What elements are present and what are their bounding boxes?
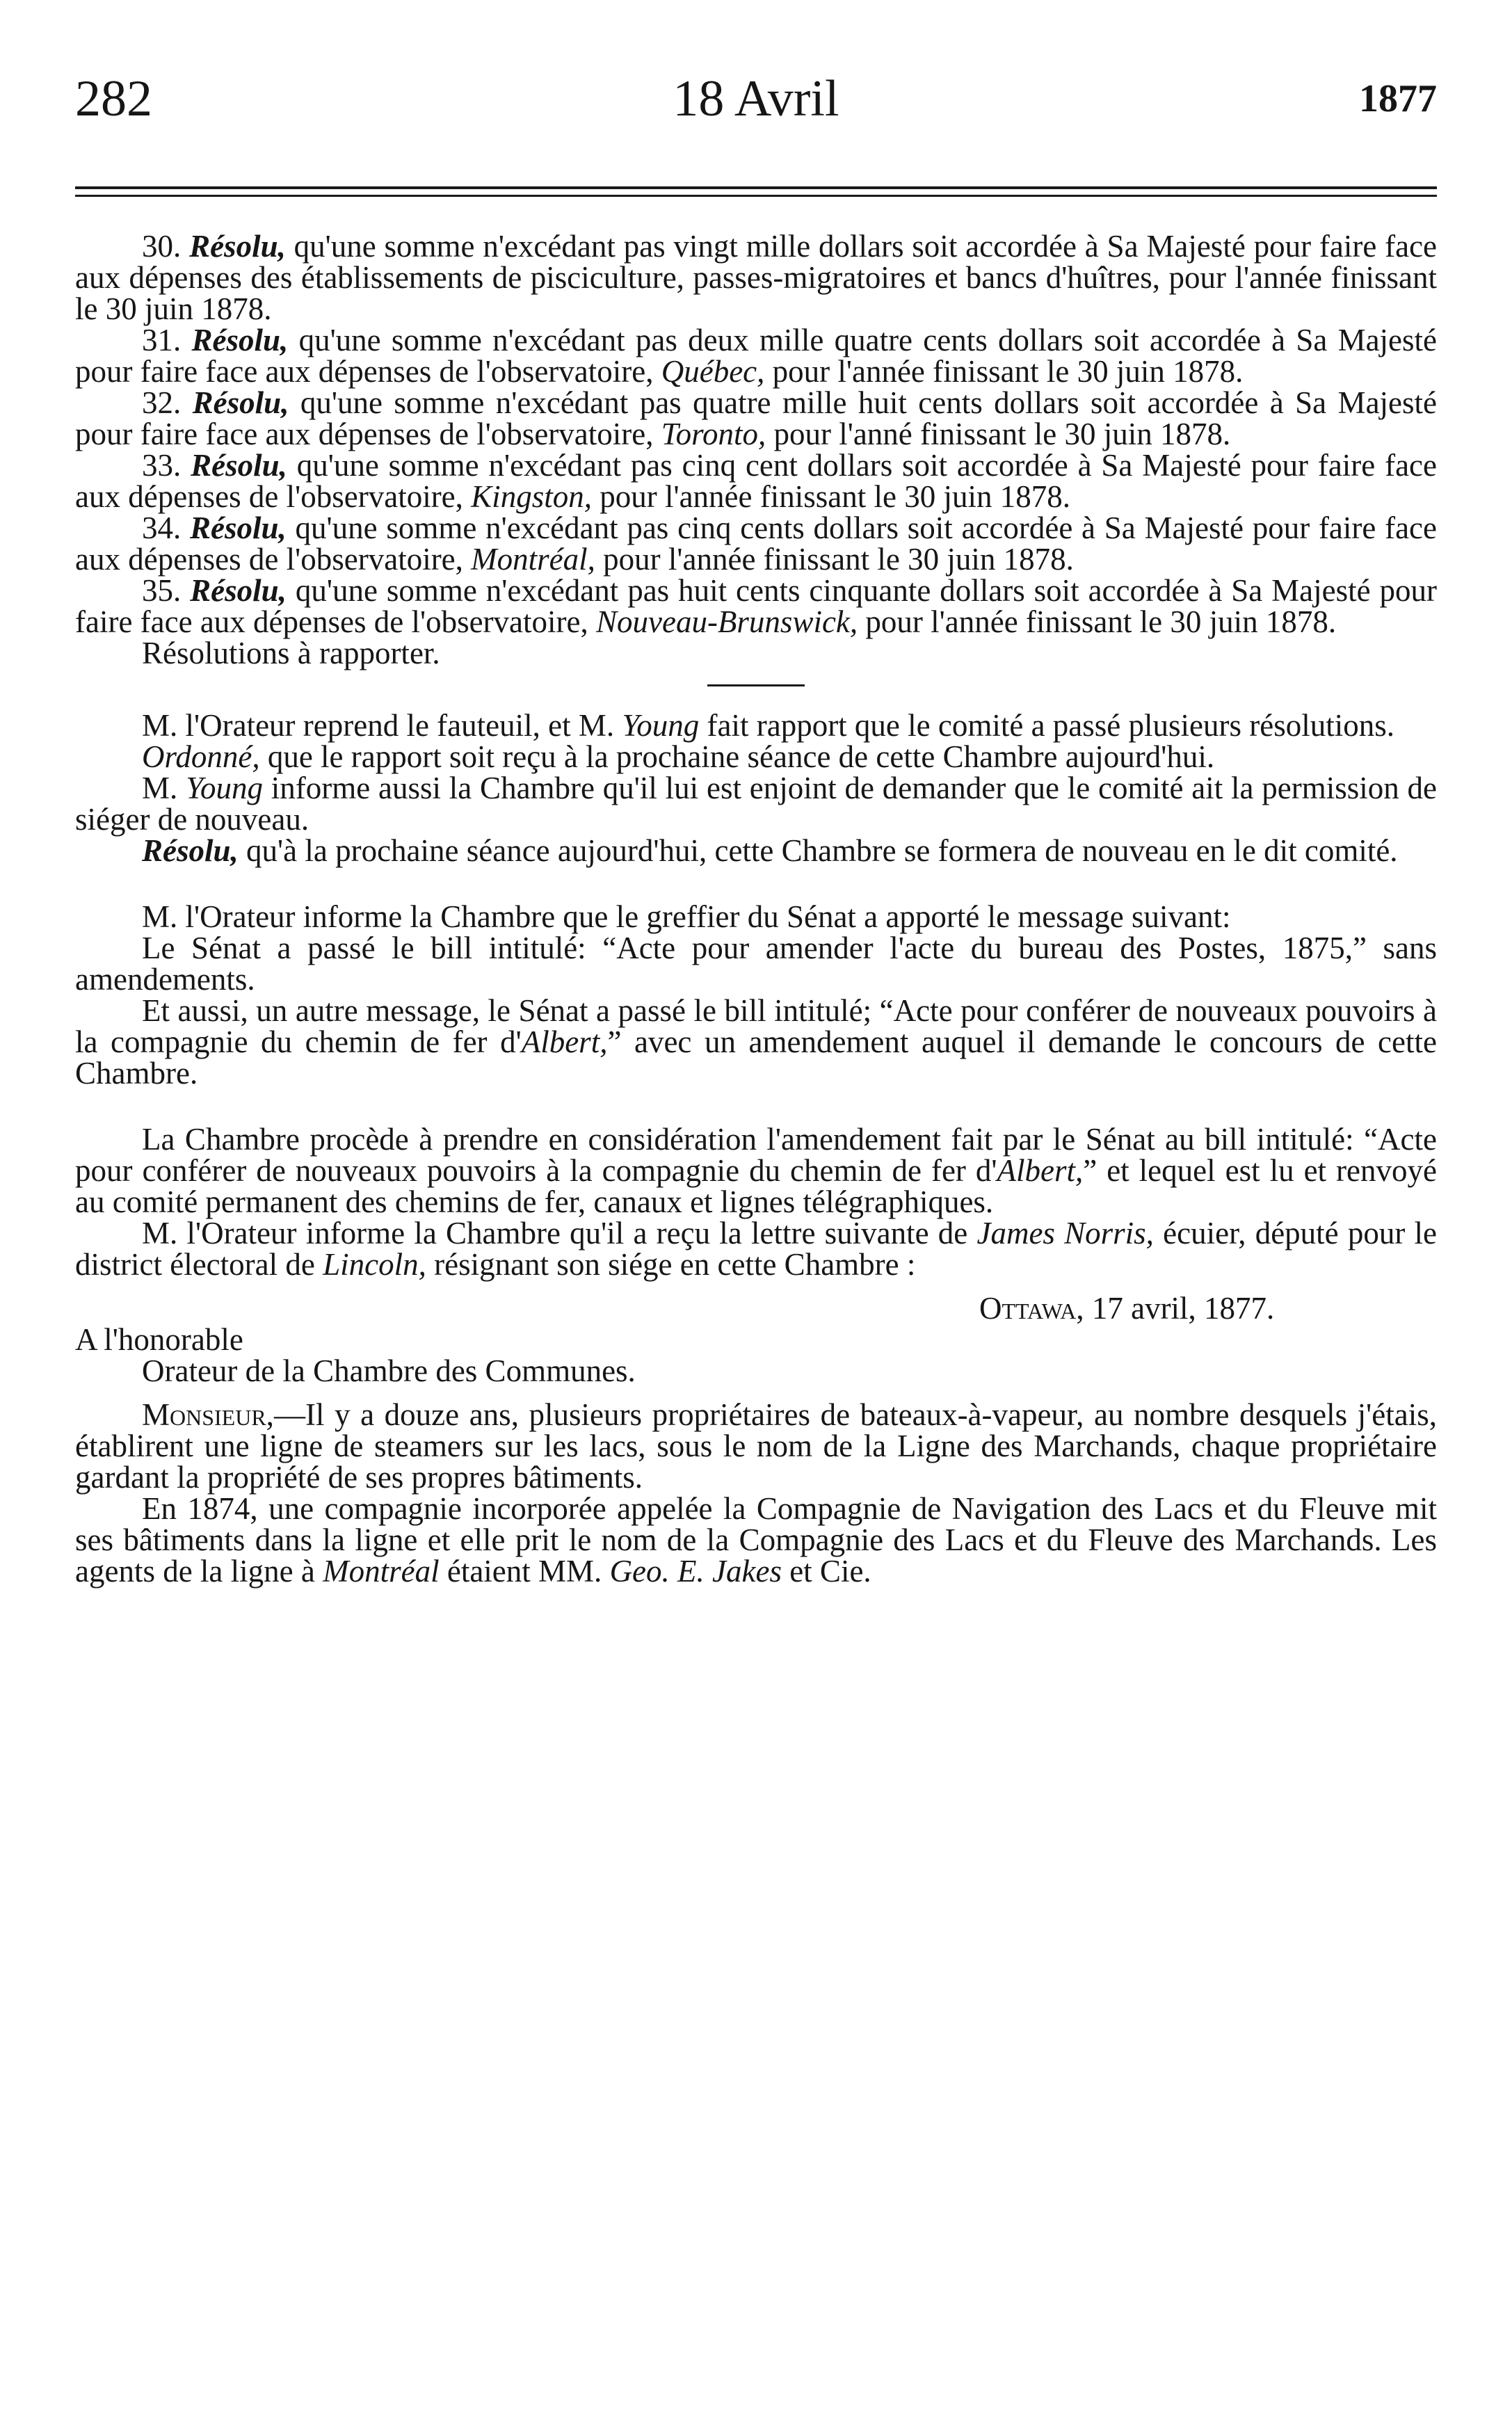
resolutions-report: Résolutions à rapporter. <box>142 636 440 670</box>
section-divider <box>707 684 805 686</box>
page-year: 1877 <box>1359 77 1437 120</box>
letter-address-1: A l'honorable <box>75 1322 243 1357</box>
resignation-letter-intro: M. l'Orateur informe la Chambre qu'il a reçu la lettre suivante de James Norris, écuier, député pour le district électoral de Lincoln, résignant son siége en cette Chambre : <box>75 1216 1438 1282</box>
resolution-35: 35. Résolu, qu'une somme n'excédant pas huit cents cinquante dollars soit accordée à Sa Majesté pour faire face aux dépenses de l'observatoire, Nouveau-Brunswick, pour l'année finissant le 30 juin 1878. <box>75 573 1438 639</box>
committee-permission: M. Young informe aussi la Chambre qu'il lui est enjoint de demander que le comité ait la permission de siéger de nouveau. <box>75 771 1438 837</box>
amendment-consideration: La Chambre procède à prendre en considération l'amendement fait par le Sénat au bill intitulé: “Acte pour conférer de nouveaux pouvoirs à la compagnie du chemin de fer d'Albert,” et lequel est lu et renvoyé au comité permanent des chemins de fer, canaux et lignes télégraphiques. <box>75 1122 1437 1219</box>
letter-date: Ottawa, 17 avril, 1877. <box>979 1291 1275 1326</box>
letter-paragraph-2: En 1874, une compagnie incorporée appelée la Compagnie de Navigation des Lacs et du Fleuve mit ses bâtiments dans la ligne et elle prit le nom de la Compagnie des Lacs et du Fleuve des Marchands. Les agents de la ligne à Montréal étaient MM. Geo. E. Jakes et Cie. <box>75 1491 1437 1589</box>
committee-order: Ordonné, que le rapport soit reçu à la prochaine séance de cette Chambre aujourd'hui. <box>142 739 1215 774</box>
header-rule-2 <box>75 195 1437 197</box>
letter-address-2: Orateur de la Chambre des Communes. <box>142 1353 636 1388</box>
committee-report: M. l'Orateur reprend le fauteuil, et M. Young fait rapport que le comité a passé plusieurs résolutions. <box>142 708 1394 743</box>
spacer <box>75 867 1437 901</box>
senate-message: M. l'Orateur informe la Chambre que le greffier du Sénat a apporté le message suivant: <box>142 899 1231 934</box>
page-header <box>75 70 1437 146</box>
resolution-34: 34. Résolu, qu'une somme n'excédant pas cinq cents dollars soit accordée à Sa Majesté pour faire face aux dépenses de l'observatoire, Montréal, pour l'année finissant le 30 juin 1878. <box>75 510 1438 577</box>
body-text <box>75 231 1437 1587</box>
resolution-31: 31. Résolu, qu'une somme n'excédant pas deux mille quatre cents dollars soit accordée à Sa Majesté pour faire face aux dépenses de l'observatoire, Québec, pour l'année finissant le 30 juin 1878. <box>75 323 1438 389</box>
senate-bill-postes: Le Sénat a passé le bill intitulé: “Acte pour amender l'acte du bureau des Postes, 1875,” sans amendements. <box>75 931 1437 997</box>
header-rule <box>75 186 1437 189</box>
letter-paragraph-1: Monsieur,—Il y a douze ans, plusieurs propriétaires de bateaux-à-vapeur, au nombre desquels j'étais, établirent une ligne de steamers sur les lacs, sous le nom de la Ligne des Marchands, chaque propriétaire gardant la propriété de ses propres bâtiments. <box>75 1397 1437 1495</box>
spacer <box>75 1089 1437 1124</box>
resolution-32: 32. Résolu, qu'une somme n'excédant pas quatre mille huit cents dollars soit accordée à Sa Majesté pour faire face aux dépenses de l'observatoire, Toronto, pour l'anné finissant le 30 juin 1878. <box>75 385 1437 451</box>
resolution-30: 30. Résolu, qu'une somme n'excédant pas vingt mille dollars soit accordée à Sa Majesté pour faire face aux dépenses des établissements de pisciculture, passes-migratoires et bancs d'huîtres, pour l'année finissant le 30 juin 1878. <box>75 229 1438 326</box>
page-number: 282 <box>75 70 152 127</box>
page-date: 18 Avril <box>673 70 839 127</box>
senate-bill-albert: Et aussi, un autre message, le Sénat a passé le bill intitulé; “Acte pour conférer de nouveaux pouvoirs à la compagnie du chemin de fer d'Albert,” avec un amendement auquel il demande le concours de cette Chambre. <box>75 993 1437 1091</box>
committee-resolution: Résolu, qu'à la prochaine séance aujourd'hui, cette Chambre se formera de nouveau en le dit comité. <box>142 833 1398 868</box>
resolution-33: 33. Résolu, qu'une somme n'excédant pas cinq cent dollars soit accordée à Sa Majesté pour faire face aux dépenses de l'observatoire, Kingston, pour l'année finissant le 30 juin 1878. <box>75 448 1438 514</box>
